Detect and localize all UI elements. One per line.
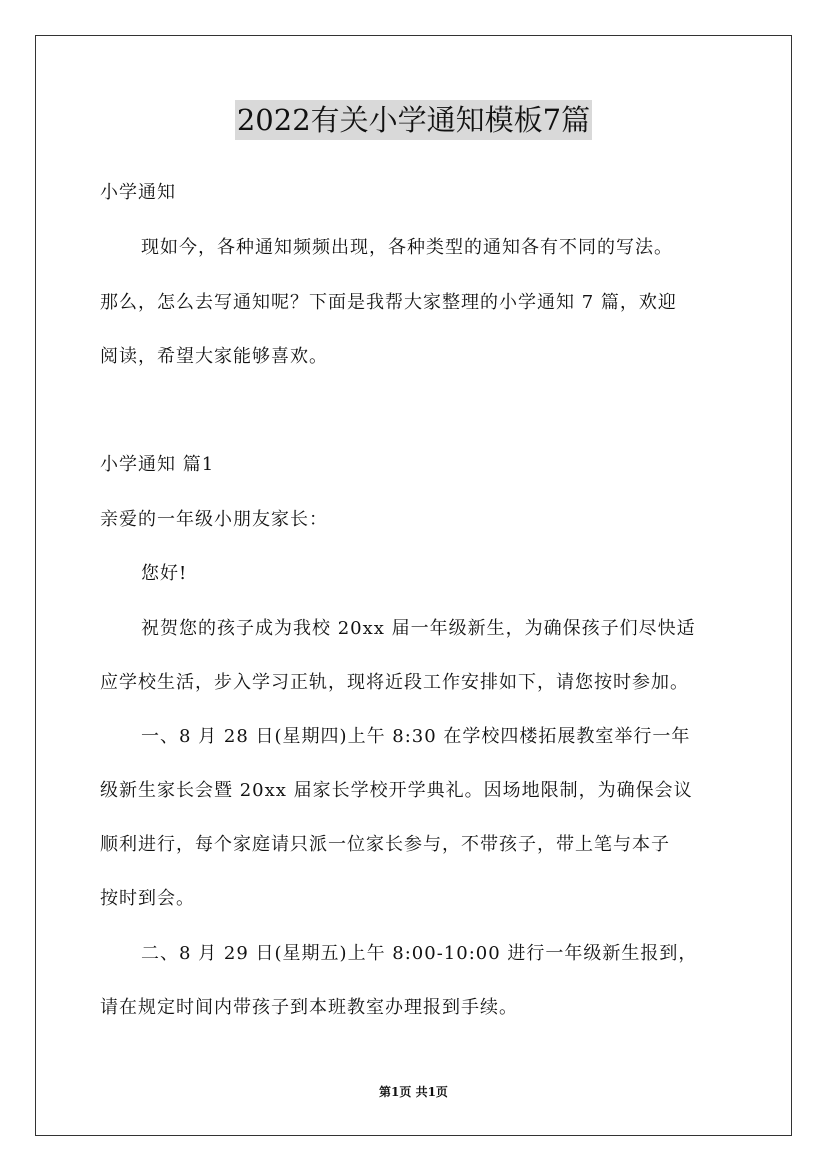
page-footer [0,1084,827,1100]
salutation: 亲爱的一年级小朋友家长： [100,509,328,530]
section-heading: 小学通知 [100,182,176,203]
intro-line-1: 现如今，各种通知频频出现，各种类型的通知各有不同的写法。 [141,237,673,258]
body-line-4: 级新生家长会暨 20xx 届家长学校开学典礼。因场地限制，为确保会议 [100,780,693,801]
body-line-5: 顺利进行，每个家庭请只派一位家长参与，不带孩子，带上笔与本子 [100,834,670,855]
page-number: 第1页 共1页 [379,1085,448,1099]
body-line-3: 一、8 月 28 日(星期四)上午 8:30 在学校四楼拓展教室举行一年 [141,726,691,747]
title-container [0,100,827,140]
body-line-7: 二、8 月 29 日(星期五)上午 8:00-10:00 进行一年级新生报到， [141,943,698,964]
intro-line-2: 那么，怎么去写通知呢？下面是我帮大家整理的小学通知 7 篇，欢迎 [100,292,677,313]
document-title: 2022有关小学通知模板7篇 [235,100,592,140]
body-line-1: 祝贺您的孩子成为我校 20xx 届一年级新生，为确保孩子们尽快适 [141,618,696,639]
body-line-6: 按时到会。 [100,888,195,909]
body-line-2: 应学校生活，步入学习正轨，现将近段工作安排如下，请您按时参加。 [100,672,689,693]
intro-line-3: 阅读，希望大家能够喜欢。 [100,346,328,367]
notice-heading: 小学通知 篇1 [100,454,215,475]
greeting: 您好! [141,563,188,584]
body-line-8: 请在规定时间内带孩子到本班教室办理报到手续。 [100,997,518,1018]
